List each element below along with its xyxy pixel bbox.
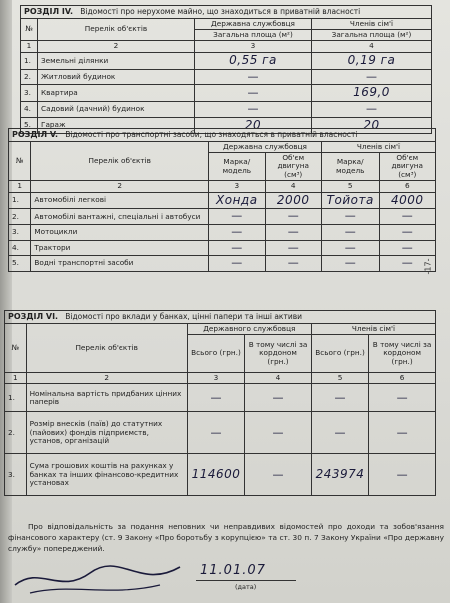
family-value: — bbox=[312, 69, 432, 85]
num-cell: 1 bbox=[9, 181, 31, 192]
num-cell: 4 bbox=[245, 373, 312, 384]
num-cell: 4 bbox=[312, 41, 432, 52]
section5-header bbox=[9, 129, 436, 142]
row-name: Мотоцикли bbox=[31, 225, 209, 241]
col-name: Перелік об'єктів bbox=[26, 323, 187, 372]
state-model: — bbox=[209, 225, 265, 241]
table-row bbox=[21, 102, 432, 118]
row-number: 5. bbox=[9, 256, 31, 272]
state-model: — bbox=[209, 240, 265, 256]
section4-title: РОЗДІЛ IV. bbox=[24, 7, 74, 16]
row-name: Квартира bbox=[38, 85, 195, 102]
row-number: 2. bbox=[9, 209, 31, 225]
table-row bbox=[21, 85, 432, 102]
num-cell: 1 bbox=[21, 41, 38, 52]
row-name: Садовий (дачний) будинок bbox=[38, 102, 195, 118]
family-volume: 4000 bbox=[379, 192, 435, 209]
row-number: 2. bbox=[5, 412, 27, 454]
state-value: — bbox=[195, 85, 312, 102]
num-cell: 6 bbox=[379, 181, 435, 192]
family-total: — bbox=[311, 412, 368, 454]
row-number: 1. bbox=[21, 52, 38, 69]
state-abroad: — bbox=[245, 454, 312, 496]
table-row bbox=[21, 52, 432, 69]
num-cell: 5 bbox=[321, 181, 379, 192]
col-family: Членів сім'ї bbox=[321, 141, 435, 152]
state-volume: 2000 bbox=[265, 192, 321, 209]
section5-title: РОЗДІЛ V. bbox=[12, 130, 59, 139]
signature-date: 11.01.07 bbox=[200, 563, 266, 578]
section4-header bbox=[21, 6, 432, 19]
section4-table bbox=[20, 5, 432, 134]
family-model: — bbox=[321, 225, 379, 241]
family-model: Тойота bbox=[321, 192, 379, 209]
col-state-sub: Загальна площа (м²) bbox=[195, 30, 312, 41]
family-total: — bbox=[311, 384, 368, 412]
col-state: Державного службовця bbox=[187, 323, 311, 334]
table-row bbox=[9, 256, 436, 272]
state-total: — bbox=[187, 412, 244, 454]
num-cell: 3 bbox=[187, 373, 244, 384]
state-volume: — bbox=[265, 225, 321, 241]
col-model: Марка/ модель bbox=[321, 153, 379, 181]
row-number: 3. bbox=[21, 85, 38, 102]
col-name: Перелік об'єктів bbox=[38, 18, 195, 41]
col-total: Всього (грн.) bbox=[311, 335, 368, 373]
col-family-sub: Загальна площа (м²) bbox=[312, 30, 432, 41]
state-model: Хонда bbox=[209, 192, 265, 209]
family-abroad: — bbox=[369, 412, 436, 454]
state-total: 114600 bbox=[187, 454, 244, 496]
col-no: № bbox=[21, 18, 38, 41]
row-name: Житловий будинок bbox=[38, 69, 195, 85]
row-name: Розмір внесків (паїв) до статутних (пайових) фондів підприємств, установ, організацій bbox=[26, 412, 187, 454]
table-row bbox=[5, 454, 436, 496]
row-number: 1. bbox=[9, 192, 31, 209]
family-value: 0,19 га bbox=[312, 52, 432, 69]
num-cell: 2 bbox=[26, 373, 187, 384]
col-name: Перелік об'єктів bbox=[31, 141, 209, 181]
table-row bbox=[21, 69, 432, 85]
table-row bbox=[9, 192, 436, 209]
row-name: Номінальна вартість придбаних цінних паперів bbox=[26, 384, 187, 412]
col-volume: Об'єм двигуна (см³) bbox=[265, 153, 321, 181]
table-row bbox=[9, 240, 436, 256]
row-number: 3. bbox=[5, 454, 27, 496]
table-row bbox=[9, 209, 436, 225]
state-value: — bbox=[195, 69, 312, 85]
state-volume: — bbox=[265, 209, 321, 225]
table-row bbox=[5, 412, 436, 454]
num-cell: 5 bbox=[311, 373, 368, 384]
col-family: Членів сім'ї bbox=[311, 323, 435, 334]
col-state: Державна службовця bbox=[195, 18, 312, 29]
family-model: — bbox=[321, 240, 379, 256]
state-volume: — bbox=[265, 256, 321, 272]
row-number: 4. bbox=[21, 102, 38, 118]
num-cell: 3 bbox=[195, 41, 312, 52]
col-abroad: В тому числі за кордоном (грн.) bbox=[369, 335, 436, 373]
row-number: 4. bbox=[9, 240, 31, 256]
family-total: 243974 bbox=[311, 454, 368, 496]
family-abroad: — bbox=[369, 384, 436, 412]
row-name: Автомобілі вантажні, спеціальні і автобуси bbox=[31, 209, 209, 225]
num-cell: 1 bbox=[5, 373, 27, 384]
family-abroad: — bbox=[369, 454, 436, 496]
family-value: — bbox=[312, 102, 432, 118]
family-value: 20 bbox=[312, 117, 432, 134]
family-model: — bbox=[321, 256, 379, 272]
num-cell: 3 bbox=[209, 181, 265, 192]
section5-table bbox=[8, 128, 436, 272]
state-total: — bbox=[187, 384, 244, 412]
family-value: 169,0 bbox=[312, 85, 432, 102]
row-number: 5. bbox=[21, 117, 38, 134]
section6-title: РОЗДІЛ VI. bbox=[8, 312, 59, 321]
state-volume: — bbox=[265, 240, 321, 256]
liability-statement: Про відповідальність за подання неповних чи неправдивих відомостей про доходи та зобов'язання фінансового характеру (ст. 9 Закону «Про боротьбу з корупцією» та ст. 30 п. 7 Закону України «Про державну службу» попереджений. bbox=[8, 522, 444, 553]
col-model: Марка/ модель bbox=[209, 153, 265, 181]
col-no: № bbox=[9, 141, 31, 181]
family-volume: — bbox=[379, 225, 435, 241]
col-total: Всього (грн.) bbox=[187, 335, 244, 373]
date-caption: (дата) bbox=[235, 583, 257, 591]
page-side-number: -17- bbox=[423, 258, 433, 275]
page-shadow bbox=[0, 0, 12, 603]
signature-scribble bbox=[10, 555, 190, 600]
state-abroad: — bbox=[245, 384, 312, 412]
date-line bbox=[196, 580, 296, 581]
row-number: 2. bbox=[21, 69, 38, 85]
section6-table bbox=[4, 310, 436, 496]
col-abroad: В тому числі за кордоном (грн.) bbox=[245, 335, 312, 373]
family-volume: — bbox=[379, 240, 435, 256]
family-volume: — bbox=[379, 209, 435, 225]
num-cell: 4 bbox=[265, 181, 321, 192]
table-row bbox=[5, 384, 436, 412]
family-model: — bbox=[321, 209, 379, 225]
row-number: 3. bbox=[9, 225, 31, 241]
col-state: Державна службовця bbox=[209, 141, 322, 152]
num-cell: 2 bbox=[38, 41, 195, 52]
num-cell: 6 bbox=[369, 373, 436, 384]
section6-header bbox=[5, 311, 436, 324]
col-family: Членів сім'ї bbox=[312, 18, 432, 29]
state-value: 0,55 га bbox=[195, 52, 312, 69]
row-name: Водні транспортні засоби bbox=[31, 256, 209, 272]
col-volume: Об'єм двигуна (см³) bbox=[379, 153, 435, 181]
state-value: 20 bbox=[195, 117, 312, 134]
row-number: 1. bbox=[5, 384, 27, 412]
row-name: Земельні ділянки bbox=[38, 52, 195, 69]
state-abroad: — bbox=[245, 412, 312, 454]
row-name: Трактори bbox=[31, 240, 209, 256]
num-cell: 2 bbox=[31, 181, 209, 192]
state-model: — bbox=[209, 256, 265, 272]
row-name: Гараж bbox=[38, 117, 195, 134]
state-model: — bbox=[209, 209, 265, 225]
section6-subtitle: Відомості про вклади у банках, цінні папери та інші активи bbox=[65, 312, 302, 321]
table-row bbox=[9, 225, 436, 241]
col-no: № bbox=[5, 323, 27, 372]
family-volume: — bbox=[379, 256, 435, 272]
state-value: — bbox=[195, 102, 312, 118]
row-name: Сума грошових коштів на рахунках у банках та інших фінансово-кредитних установах bbox=[26, 454, 187, 496]
section5-subtitle: Відомості про транспортні засоби, що знаходяться в приватній власності bbox=[65, 130, 358, 139]
section4-subtitle: Відомості про нерухоме майно, що знаходиться в приватній власності bbox=[80, 7, 361, 16]
row-name: Автомобілі легкові bbox=[31, 192, 209, 209]
